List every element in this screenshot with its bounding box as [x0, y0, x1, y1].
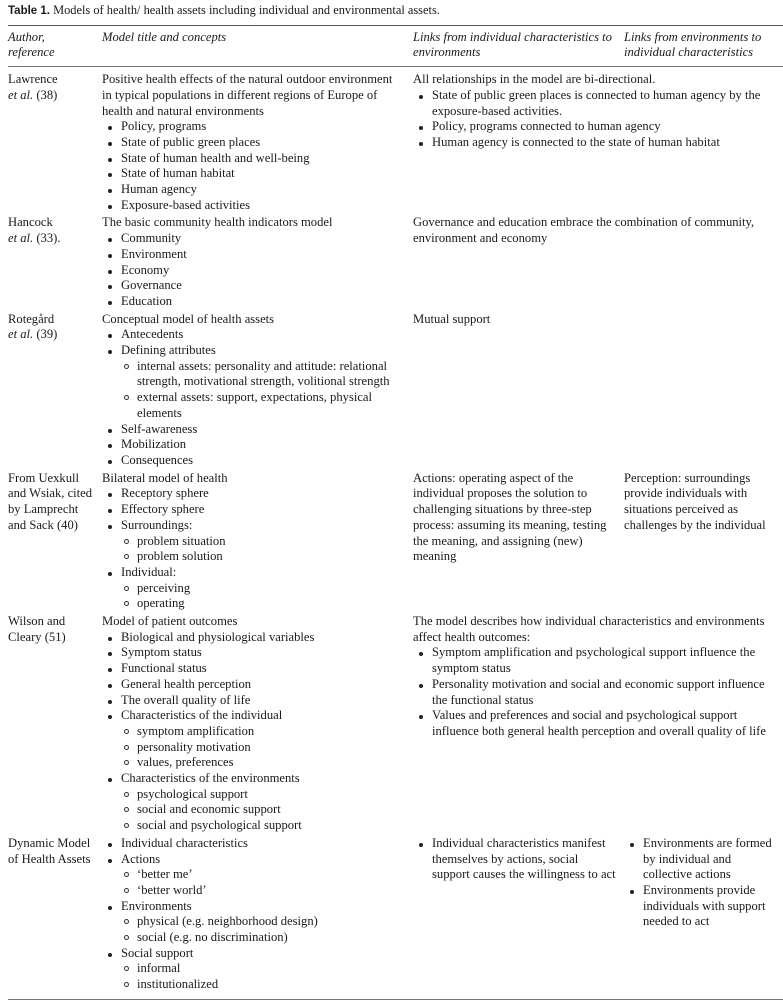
- author-text: Dynamic Model of Health Assets: [8, 835, 91, 866]
- list-item: [102, 708, 405, 724]
- list-item-text: Personality motivation and social and economic support influence the functional status: [432, 676, 765, 707]
- model-cell: [102, 614, 413, 836]
- list-item: [102, 166, 405, 182]
- author-cell: [8, 67, 102, 216]
- list-item-text: Social support: [121, 945, 194, 960]
- list-item-text: Human agency is connected to the state of human habitat: [432, 134, 720, 149]
- list-item: [102, 119, 405, 135]
- list-item: [102, 486, 405, 502]
- list-item: [102, 182, 405, 198]
- list-item: [413, 836, 616, 883]
- sub-list-item: internal assets: personality and attitude: relational strength, motivational strength, volitional strength: [102, 359, 405, 390]
- list-item: [102, 518, 405, 534]
- list-item-text: Functional status: [121, 661, 207, 676]
- list-item-text: Biological and physiological variables: [121, 629, 315, 644]
- table-row: [8, 614, 783, 836]
- list-item-text: Exposure-based activities: [121, 197, 251, 212]
- list-item: [102, 231, 405, 247]
- model-title: Model of patient outcomes: [102, 614, 238, 629]
- author-cell: [8, 312, 102, 471]
- list-item: [102, 278, 405, 294]
- author-cell: [8, 471, 102, 614]
- list-item-text: Symptom amplification and psychological support influence the symptom status: [432, 645, 756, 676]
- sub-list-item: perceiving: [102, 581, 405, 597]
- list-item-text: Individual characteristics: [121, 835, 248, 850]
- sub-list-item: problem solution: [102, 549, 405, 565]
- cell-text: All relationships in the model are bi-directional.: [413, 72, 656, 87]
- author-text: Wilson and Cleary (51): [8, 614, 66, 644]
- bullet-list: [102, 231, 405, 310]
- list-item-text: Characteristics of the individual: [121, 708, 283, 723]
- author-cell: [8, 614, 102, 836]
- list-item: [102, 247, 405, 263]
- links-environment-cell: [624, 836, 783, 1000]
- author-cell: [8, 836, 102, 1000]
- bullet-list: [413, 88, 783, 151]
- sub-list-item: social (e.g. no discrimination): [102, 930, 405, 946]
- list-item-text: Surroundings:: [121, 517, 193, 532]
- list-item-text: Characteristics of the environments: [121, 771, 300, 786]
- list-item: [102, 677, 405, 693]
- list-item: [102, 946, 405, 962]
- bullet-list: [624, 836, 783, 930]
- list-item: [102, 661, 405, 677]
- list-item: [413, 88, 783, 119]
- list-item: [102, 852, 405, 868]
- links-individual-cell: [413, 836, 624, 1000]
- author-text: Lawrence: [8, 72, 58, 87]
- table-row: [8, 471, 783, 614]
- model-title: Conceptual model of health assets: [102, 311, 275, 326]
- author-text: et al. (33).: [8, 231, 61, 246]
- list-item-text: Values and preferences and social and psychological support influence both general health perception and overall quality of life: [432, 708, 766, 738]
- sub-list-item: operating: [102, 596, 405, 612]
- table-row: [8, 312, 783, 471]
- author-text: From Uexkull and Wsiak, cited by Lamprecht and Sack (40): [8, 470, 93, 532]
- model-cell: [102, 471, 413, 614]
- sub-list-item: symptom amplification: [102, 724, 405, 740]
- list-item: [102, 263, 405, 279]
- caption-text: Models of health/ health assets including individual and environmental assets.: [53, 3, 440, 17]
- cell-text: Actions: operating aspect of the individual proposes the solution to challenging situations by three-step process: assuming its meaning, testing the meaning, and assigning (new) meaning: [413, 470, 607, 564]
- list-item-text: Mobilization: [121, 437, 187, 452]
- sub-list-item: social and economic support: [102, 802, 405, 818]
- model-cell: [102, 215, 413, 311]
- list-item: [624, 836, 783, 883]
- list-item-text: Individual characteristics manifest themselves by actions, social support causes the willingness to act: [432, 835, 616, 882]
- list-item-text: Antecedents: [121, 327, 184, 342]
- list-item-text: State of public green places is connected to human agency by the exposure-based activities.: [432, 87, 761, 118]
- sub-list-item: personality motivation: [102, 740, 405, 756]
- header-author: Author, reference: [8, 29, 55, 60]
- author-cell: [8, 215, 102, 311]
- list-item: [102, 899, 405, 915]
- list-item: [413, 708, 783, 739]
- list-item: [413, 135, 783, 151]
- list-item-text: The overall quality of life: [121, 692, 251, 707]
- table-row: [8, 67, 783, 216]
- bullet-list: [102, 486, 405, 612]
- list-item-text: Individual:: [121, 564, 177, 579]
- links-cell: [413, 215, 783, 311]
- list-item: [413, 645, 783, 676]
- model-cell: [102, 836, 413, 1000]
- model-cell: [102, 67, 413, 216]
- list-item-text: Policy, programs: [121, 119, 207, 134]
- links-environment-cell: [624, 471, 783, 614]
- list-item-text: Symptom status: [121, 645, 202, 660]
- list-item-text: Environment: [121, 246, 187, 261]
- links-cell: [413, 614, 783, 836]
- list-item-text: State of human health and well-being: [121, 150, 310, 165]
- models-table: [8, 25, 783, 1000]
- list-item-text: Economy: [121, 262, 170, 277]
- model-title: The basic community health indicators model: [102, 215, 333, 230]
- list-item: [102, 135, 405, 151]
- list-item-text: Consequences: [121, 452, 194, 467]
- bullet-list: [413, 836, 616, 883]
- list-item: [624, 883, 783, 930]
- links-cell: [413, 67, 783, 216]
- author-text: Hancock: [8, 215, 53, 230]
- table-row: [8, 836, 783, 1000]
- table-row: [8, 215, 783, 311]
- sub-list-item: psychological support: [102, 787, 405, 803]
- list-item-text: Human agency: [121, 182, 197, 197]
- author-text: et al. (39): [8, 327, 58, 342]
- list-item-text: Environments are formed by individual and collective actions: [643, 835, 772, 882]
- list-item: [102, 502, 405, 518]
- header-links-environment: Links from environments to individual characteristics: [624, 29, 762, 60]
- list-item: [102, 437, 405, 453]
- list-item: [102, 693, 405, 709]
- list-item: [102, 198, 405, 214]
- list-item-text: Environments provide individuals with support needed to act: [643, 882, 766, 929]
- list-item-text: State of public green places: [121, 134, 261, 149]
- list-item: [102, 645, 405, 661]
- list-item-text: Self-awareness: [121, 421, 198, 436]
- cell-text: Mutual support: [413, 311, 491, 326]
- sub-list-item: external assets: support, expectations, physical elements: [102, 390, 405, 421]
- list-item: [413, 677, 783, 708]
- sub-list-item: social and psychological support: [102, 818, 405, 834]
- list-item-text: General health perception: [121, 676, 252, 691]
- list-item: [102, 836, 405, 852]
- model-cell: [102, 312, 413, 471]
- list-item: [102, 453, 405, 469]
- list-item-text: Education: [121, 293, 173, 308]
- list-item-text: Effectory sphere: [121, 502, 205, 517]
- cell-text: Perception: surroundings provide individuals with situations perceived as challenges by the individual: [624, 470, 766, 532]
- sub-list-item: problem situation: [102, 534, 405, 550]
- bullet-list: [102, 836, 405, 993]
- list-item-text: Governance: [121, 278, 182, 293]
- list-item: [102, 151, 405, 167]
- list-item-text: Policy, programs connected to human agency: [432, 119, 661, 134]
- caption-label: Table 1.: [8, 5, 50, 17]
- cell-text: The model describes how individual characteristics and environments affect health outcomes:: [413, 614, 765, 644]
- bullet-list: [102, 630, 405, 834]
- list-item: [102, 294, 405, 310]
- model-title: Bilateral model of health: [102, 470, 228, 485]
- bullet-list: [102, 327, 405, 468]
- sub-list-item: values, preferences: [102, 755, 405, 771]
- bullet-list: [102, 119, 405, 213]
- links-individual-cell: [413, 471, 624, 614]
- model-title: Positive health effects of the natural outdoor environment in typical populations in different regions of Europe of health and natural environments: [102, 72, 393, 118]
- author-text: et al. (38): [8, 87, 58, 102]
- list-item-text: Defining attributes: [121, 343, 216, 358]
- header-model: Model title and concepts: [102, 29, 227, 44]
- author-text: Rotegård: [8, 311, 55, 326]
- sub-list-item: ‘better world’: [102, 883, 405, 899]
- list-item-text: Receptory sphere: [121, 486, 209, 501]
- sub-list-item: institutionalized: [102, 977, 405, 993]
- list-item-text: Actions: [121, 851, 161, 866]
- list-item-text: State of human habitat: [121, 166, 235, 181]
- cell-text: Governance and education embrace the combination of community, environment and economy: [413, 215, 755, 246]
- list-item: [102, 565, 405, 581]
- sub-list-item: informal: [102, 961, 405, 977]
- list-item: [102, 422, 405, 438]
- list-item: [102, 327, 405, 343]
- list-item-text: Community: [121, 231, 182, 246]
- links-cell: [413, 312, 783, 471]
- sub-list-item: physical (e.g. neighborhood design): [102, 914, 405, 930]
- list-item-text: Environments: [121, 898, 192, 913]
- list-item: [102, 630, 405, 646]
- list-item: [413, 119, 783, 135]
- table-caption: [8, 3, 783, 20]
- list-item: [102, 343, 405, 359]
- table-header-row: [8, 25, 783, 66]
- sub-list-item: ‘better me’: [102, 867, 405, 883]
- header-links-individual: Links from individual characteristics to environments: [413, 29, 612, 60]
- bullet-list: [413, 645, 783, 739]
- list-item: [102, 771, 405, 787]
